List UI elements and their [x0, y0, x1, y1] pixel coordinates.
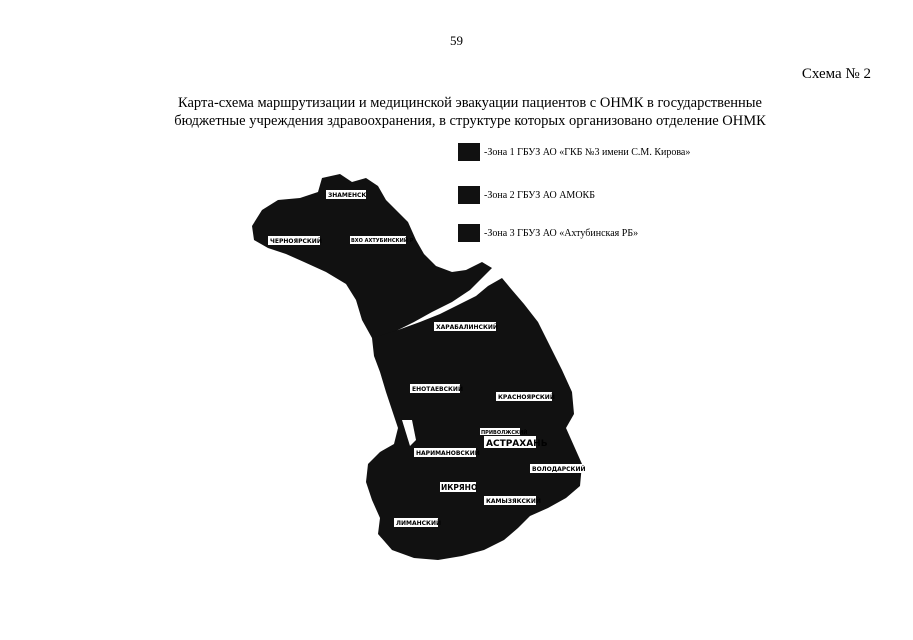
district-label-limansky: [394, 518, 441, 527]
legend-zone-3-label: -Зона 3 ГБУЗ АО «Ахтубинская РБ»: [484, 227, 639, 239]
district-label-chernoyarsky-text: ЧЕРНОЯРСКИЙ: [270, 238, 322, 245]
district-label-enotaevsky-text: ЕНОТАЕВСКИЙ: [412, 386, 463, 393]
district-label-ikryaninsky: [440, 482, 477, 492]
page-number: 59: [450, 33, 463, 48]
district-label-chernoyarsky: [268, 236, 322, 245]
district-label-astrakhan-text: АСТРАХАНЬ: [486, 439, 548, 449]
district-label-akhtubinsky: [350, 236, 414, 244]
legend-zone-2-label: -Зона 2 ГБУЗ АО АМОКБ: [484, 189, 595, 201]
district-label-kamyzyaksky: [484, 496, 541, 505]
district-label-ikryaninsky-text: ИКРЯНО: [441, 483, 478, 492]
district-label-znamensk: [326, 190, 366, 199]
district-label-enotaevsky: [410, 384, 463, 393]
district-label-kamyzyaksky-text: КАМЫЗЯКСКИЙ: [486, 498, 541, 505]
district-label-krasnoyarsky-text: КРАСНОЯРСКИЙ: [498, 394, 555, 401]
district-label-privolzhsky: [480, 428, 528, 436]
district-label-kharabalinsky-text: ХАРАБАЛИНСКИЙ: [436, 324, 498, 331]
district-label-privolzhsky-text: ПРИВОЛЖСКИЙ: [481, 430, 528, 436]
district-label-limansky-text: ЛИМАНСКИЙ: [396, 520, 441, 527]
legend-zone-1-label: -Зона 1 ГБУЗ АО «ГКБ №3 имени С.М. Кирова»: [484, 146, 691, 158]
scheme-number: Схема № 2: [801, 66, 871, 82]
map-title-line-1: Карта-схема маршрутизации и медицинской эвакуации пациентов с ОНМК в государственные: [178, 95, 762, 111]
map-title-line-2: бюджетные учреждения здравоохранения, в структуре которых организовано отделение ОНМК: [174, 113, 766, 129]
district-label-narimanovsky-text: НАРИМАНОВСКИЙ: [416, 450, 480, 457]
district-label-znamensk-text: ЗНАМЕНСК: [328, 192, 367, 199]
district-label-volodarsky-text: ВОЛОДАРСКИЙ: [532, 466, 586, 473]
district-label-kharabalinsky: [434, 322, 498, 331]
district-label-narimanovsky: [414, 448, 480, 457]
district-label-volodarsky: [530, 464, 586, 473]
district-label-akhtubinsky-text: ВХО АХТУБИНСКИЙ Р: [351, 238, 414, 244]
district-label-krasnoyarsky: [496, 392, 555, 401]
